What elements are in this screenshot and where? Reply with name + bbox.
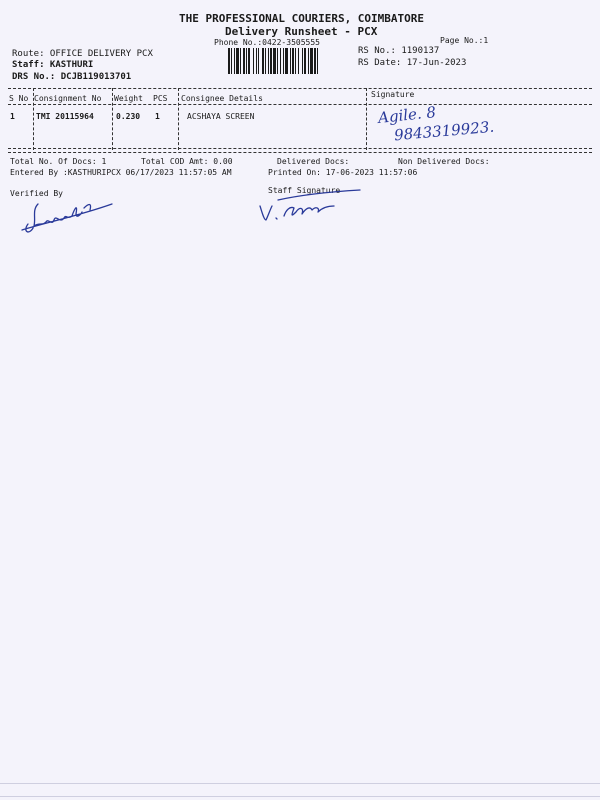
table-bottom-rule-2 bbox=[8, 152, 592, 153]
rs-date: RS Date: 17-Jun-2023 bbox=[358, 58, 467, 68]
header-s-no: S No bbox=[9, 94, 29, 103]
row-pcs: 1 bbox=[155, 112, 160, 121]
non-delivered-docs: Non Delivered Docs: bbox=[398, 157, 490, 166]
row-consignment-no: TMI 20115964 bbox=[36, 112, 94, 121]
table-bottom-rule bbox=[8, 148, 592, 149]
staff-name: Staff: KASTHURI bbox=[12, 60, 94, 70]
column-divider bbox=[178, 88, 179, 150]
column-divider bbox=[366, 88, 367, 150]
column-divider bbox=[112, 88, 113, 150]
document-title: Delivery Runsheet - PCX bbox=[225, 25, 378, 38]
scan-artifact-line bbox=[0, 783, 600, 784]
header-signature: Signature bbox=[371, 90, 415, 99]
total-cod-amount: Total COD Amt: 0.00 bbox=[141, 157, 233, 166]
handwritten-receiver-phone: 9843319923. bbox=[393, 117, 495, 145]
staff-signature-image bbox=[256, 186, 366, 226]
row-s-no: 1 bbox=[10, 112, 15, 121]
printed-on: Printed On: 17-06-2023 11:57:06 bbox=[268, 168, 418, 177]
entered-by: Entered By :KASTHURIPCX 06/17/2023 11:57:05 AM bbox=[10, 168, 232, 177]
total-docs: Total No. Of Docs: 1 bbox=[10, 157, 107, 166]
row-weight: 0.230 bbox=[116, 112, 141, 121]
header-weight: Weight bbox=[114, 94, 143, 103]
page-number: Page No.:1 bbox=[440, 36, 489, 45]
verifier-signature-image bbox=[18, 196, 118, 238]
header-pcs: PCS bbox=[153, 94, 168, 103]
phone-number: Phone No.:0422-3505555 bbox=[214, 38, 320, 47]
handwritten-receiver-name: Agile. 8 bbox=[377, 103, 437, 127]
header-consignee-details: Consignee Details bbox=[181, 94, 263, 103]
row-consignee: ACSHAYA SCREEN bbox=[187, 112, 255, 121]
company-name: THE PROFESSIONAL COURIERS, COIMBATORE bbox=[179, 12, 425, 25]
scan-artifact-line bbox=[0, 796, 600, 797]
table-top-rule bbox=[8, 88, 592, 89]
barcode-image bbox=[228, 48, 349, 74]
drs-number: DRS No.: DCJB119013701 bbox=[12, 72, 132, 82]
delivered-docs: Delivered Docs: bbox=[277, 157, 350, 166]
header-consignment-no: Consignment No bbox=[34, 94, 102, 103]
rs-number: RS No.: 1190137 bbox=[358, 46, 440, 56]
verified-by-label: Verified By bbox=[10, 189, 63, 198]
table-header-rule bbox=[8, 104, 592, 105]
route: Route: OFFICE DELIVERY PCX bbox=[12, 49, 153, 59]
staff-signature-label: Staff Signature bbox=[268, 186, 341, 195]
